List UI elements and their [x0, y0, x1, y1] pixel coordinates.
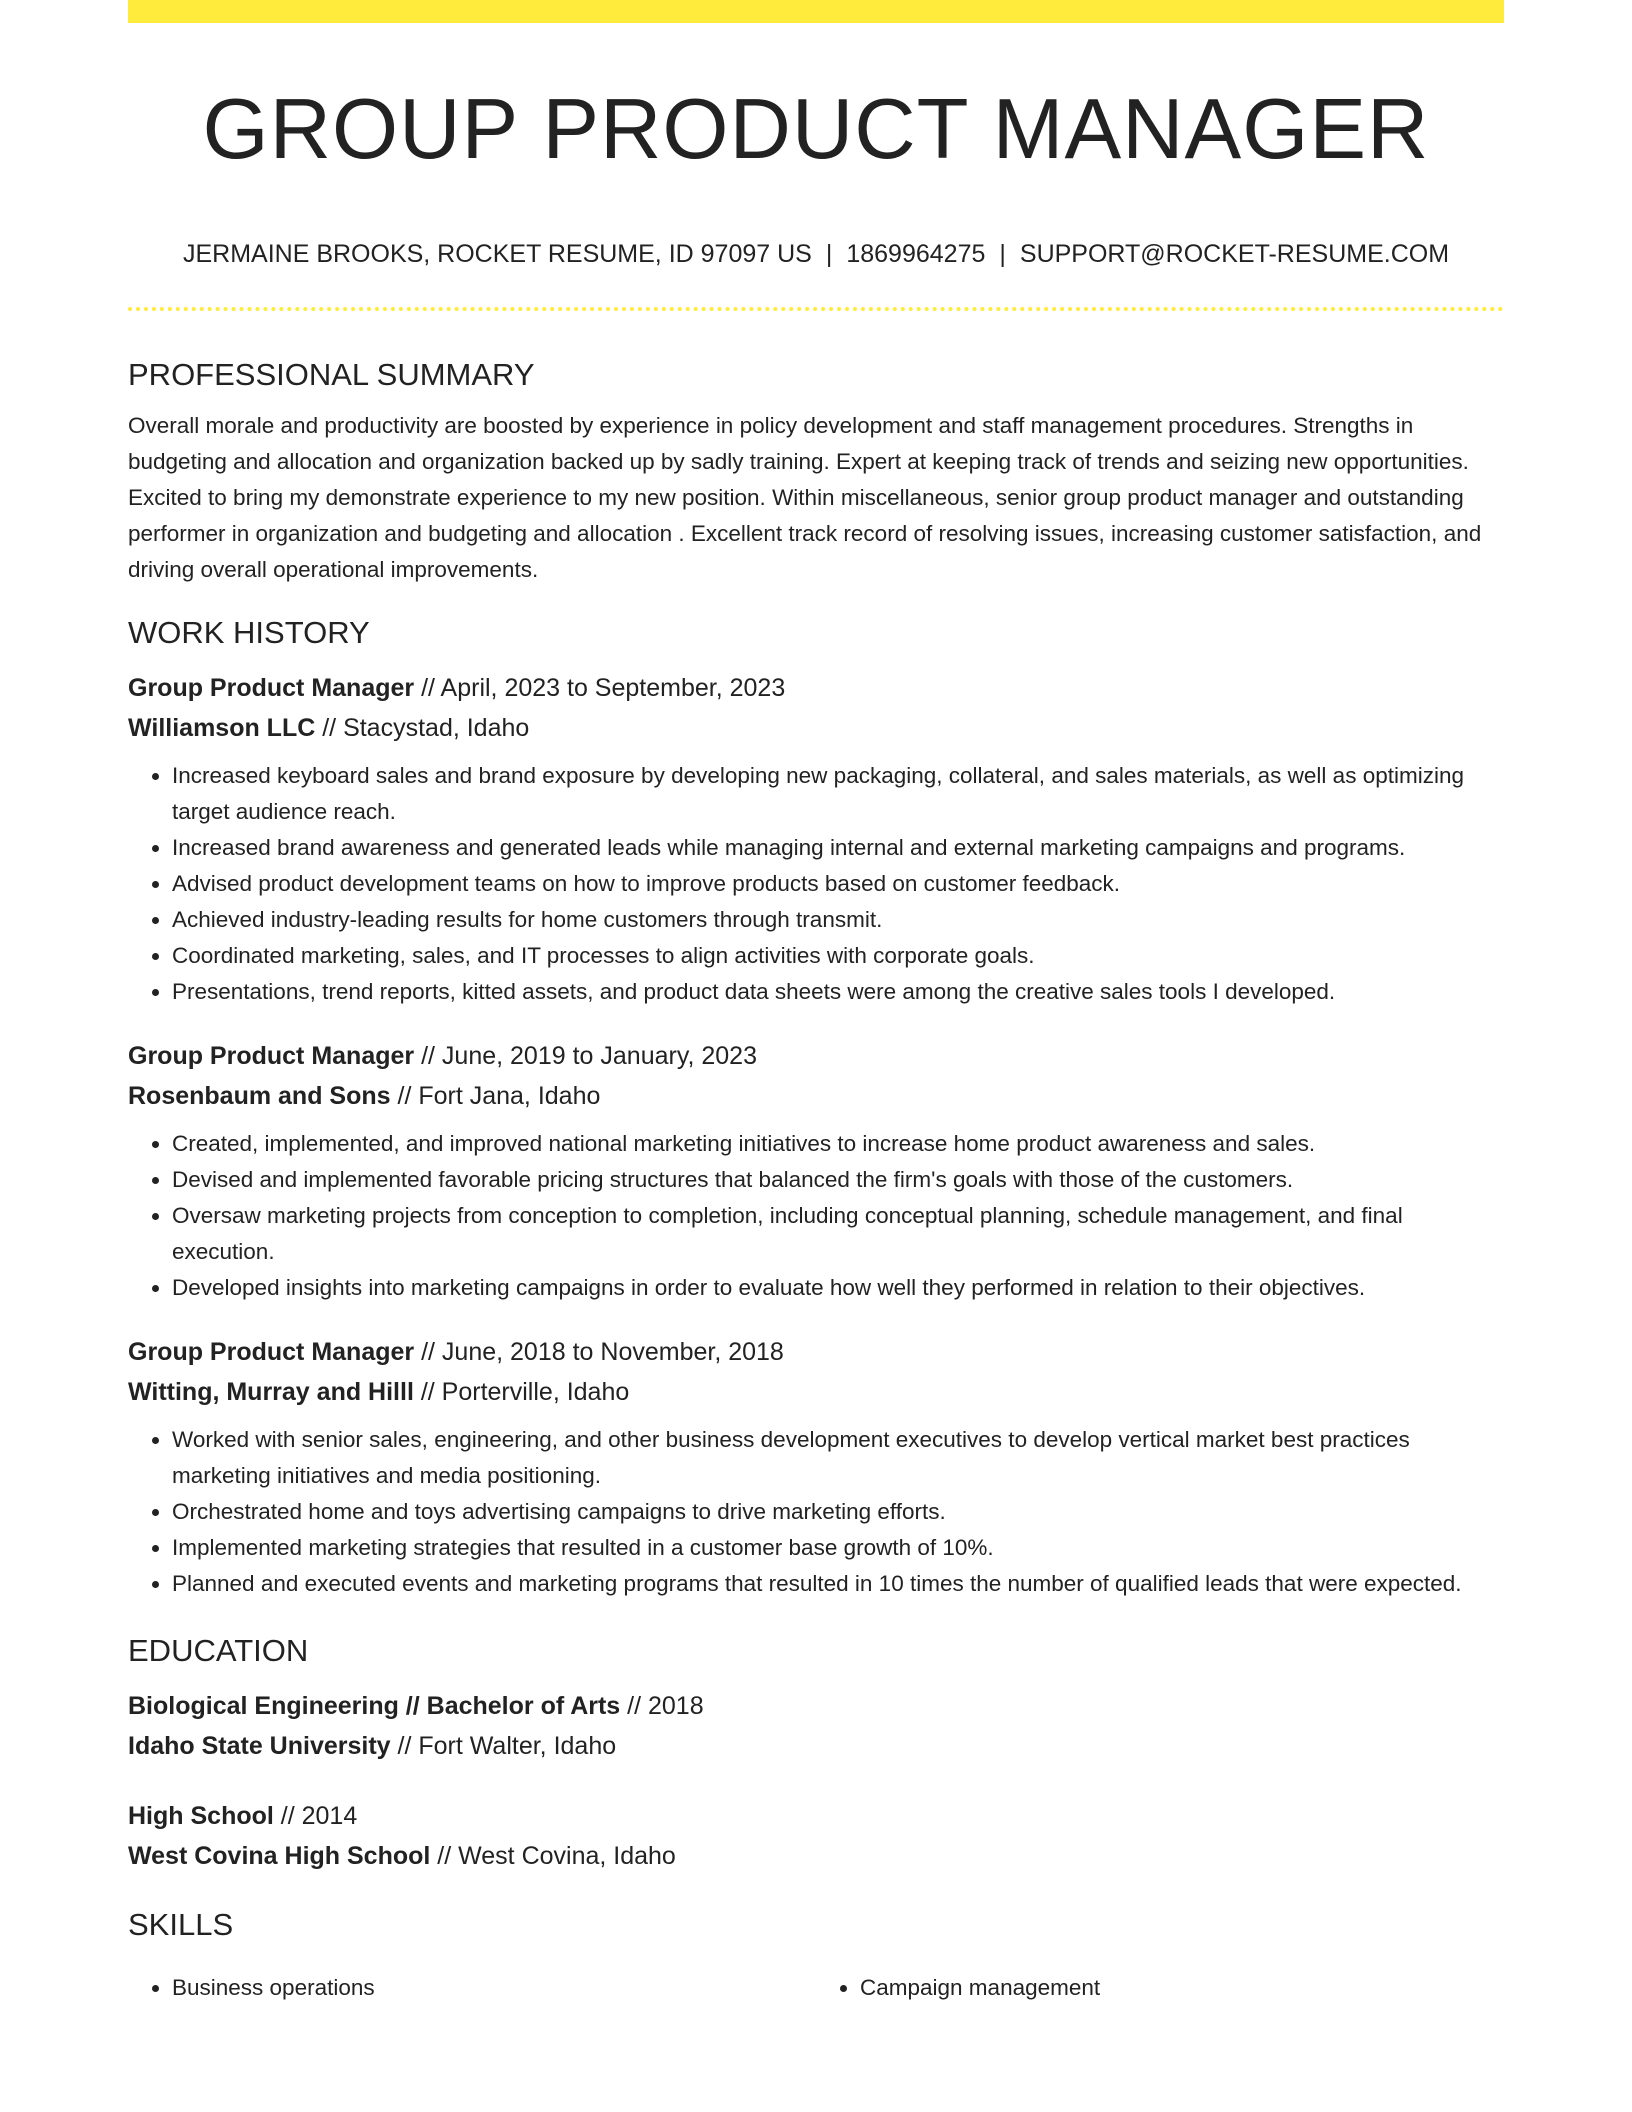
education-school-line — [128, 1726, 1504, 1766]
skills-left-column — [128, 1970, 816, 2006]
contact-email: SUPPORT@ROCKET-RESUME.COM — [1019, 240, 1450, 268]
job-bullet: • Increased keyboard sales and brand exposure by developing new packaging, collateral, and sales materials, as well as optimizing target audience reach. — [172, 758, 1504, 830]
job-title: Group Product Manager — [128, 1338, 415, 1366]
job-dates: // June, 2018 to November, 2018 — [414, 1338, 784, 1366]
education-location: // Fort Walter, Idaho — [390, 1732, 617, 1760]
job-title-line — [128, 1036, 1504, 1076]
contact-phone: 1869964275 — [846, 240, 986, 268]
job-bullets — [128, 758, 1504, 1010]
job-bullet: • Planned and executed events and marketing programs that resulted in 10 times the number of qualified leads that were expected. — [172, 1566, 1504, 1602]
dotted-divider — [128, 307, 1504, 311]
skills-columns — [128, 1970, 1504, 2006]
education-degree-line — [128, 1686, 1504, 1726]
summary-text: Overall morale and productivity are boosted by experience in policy development and staff management procedures. Strengths in budgeting and allocation and organization backed up by sadly training. Expert at keeping track of trends and seizing new opportunities. Excited to bring my demonstrate experience to my new position. Within miscellaneous, senior group product manager and outstanding performer in organization and budgeting and allocation . Excellent track record of resolving issues, increasing customer satisfaction, and driving overall operational improvements. — [128, 413, 1482, 582]
education-degree: High School — [128, 1802, 274, 1830]
job-bullet: • Created, implemented, and improved national marketing initiatives to increase home product awareness and sales. — [172, 1126, 1504, 1162]
education-entry — [128, 1686, 1504, 1766]
work-history-heading: WORK HISTORY — [128, 615, 370, 650]
skill-item: • Business operations — [172, 1970, 816, 2006]
job-title-line — [128, 1332, 1504, 1372]
job-bullet: • Implemented marketing strategies that resulted in a customer base growth of 10%. — [172, 1530, 1504, 1566]
contact-address: JERMAINE BROOKS, ROCKET RESUME, ID 97097 US — [182, 240, 812, 268]
job-bullet: • Worked with senior sales, engineering, and other business development executives to develop vertical market best practices marketing initiatives and media positioning. — [172, 1422, 1504, 1494]
job-bullet: • Oversaw marketing projects from conception to completion, including conceptual planning, schedule management, and final execution. — [172, 1198, 1504, 1270]
resume-content — [128, 350, 1504, 2006]
job-dates: // June, 2019 to January, 2023 — [414, 1042, 757, 1070]
job-location: // Stacystad, Idaho — [315, 714, 530, 742]
job-bullet: • Achieved industry-leading results for home customers through transmit. — [172, 902, 1504, 938]
job-bullet: • Orchestrated home and toys advertising campaigns to drive marketing efforts. — [172, 1494, 1504, 1530]
education-year: // 2014 — [273, 1802, 358, 1830]
job-company-line — [128, 1076, 1504, 1116]
job-entry — [128, 668, 1504, 1010]
skill-item: • Campaign management — [860, 1970, 1504, 2006]
job-company: Rosenbaum and Sons — [128, 1082, 391, 1110]
job-bullet: • Developed insights into marketing campaigns in order to evaluate how well they performed in relation to their objectives. — [172, 1270, 1504, 1306]
job-location: // Fort Jana, Idaho — [390, 1082, 601, 1110]
contact-separator: | — [999, 240, 1006, 268]
education-year: // 2018 — [620, 1692, 704, 1720]
job-title: Group Product Manager — [128, 1042, 415, 1070]
contact-separator: | — [825, 240, 833, 268]
job-bullet: • Increased brand awareness and generated leads while managing internal and external marketing campaigns and programs. — [172, 830, 1504, 866]
job-company-line — [128, 1372, 1504, 1412]
job-title: Group Product Manager — [128, 674, 415, 702]
job-bullets — [128, 1422, 1504, 1602]
job-title-line — [128, 668, 1504, 708]
job-dates: // April, 2023 to September, 2023 — [414, 674, 786, 702]
job-bullet: • Devised and implemented favorable pricing structures that balanced the firm's goals with those of the customers. — [172, 1162, 1504, 1198]
job-company: Williamson LLC — [128, 714, 316, 742]
job-company-line — [128, 708, 1504, 748]
skills-heading: SKILLS — [128, 1907, 234, 1942]
job-entry — [128, 1036, 1504, 1306]
summary-heading: PROFESSIONAL SUMMARY — [128, 357, 535, 392]
education-school: West Covina High School — [128, 1842, 431, 1870]
job-company: Witting, Murray and Hilll — [128, 1378, 414, 1406]
job-entry — [128, 1332, 1504, 1602]
resume-title: GROUP PRODUCT MANAGER — [202, 82, 1430, 177]
education-degree: Biological Engineering // Bachelor of Arts — [128, 1692, 621, 1720]
job-bullet: • Advised product development teams on how to improve products based on customer feedback. — [172, 866, 1504, 902]
job-bullet: • Presentations, trend reports, kitted assets, and product data sheets were among the creative sales tools I developed. — [172, 974, 1504, 1010]
education-school-line — [128, 1836, 1504, 1876]
skills-right-column — [816, 1970, 1504, 2006]
contact-line — [128, 236, 1504, 272]
job-bullet: • Coordinated marketing, sales, and IT processes to align activities with corporate goals. — [172, 938, 1504, 974]
education-school: Idaho State University — [128, 1732, 391, 1760]
top-accent-bar — [128, 0, 1504, 23]
education-heading: EDUCATION — [128, 1633, 309, 1668]
job-bullets — [128, 1126, 1504, 1306]
job-location: // Porterville, Idaho — [413, 1378, 630, 1406]
education-entry — [128, 1796, 1504, 1876]
education-location: // West Covina, Idaho — [430, 1842, 676, 1870]
education-degree-line — [128, 1796, 1504, 1836]
